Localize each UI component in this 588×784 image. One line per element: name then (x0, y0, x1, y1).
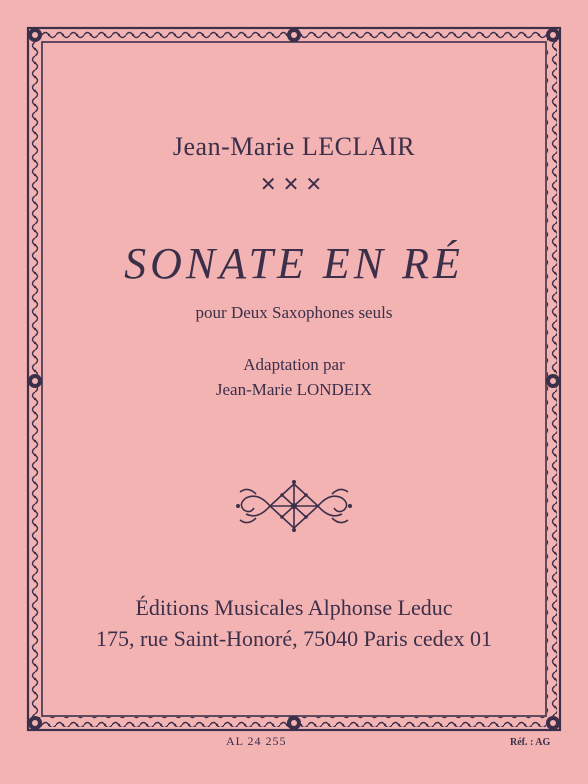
adaptation-label: Adaptation par (243, 355, 345, 374)
adapter-name: Jean-Marie LONDEIX (215, 380, 373, 399)
composer-name: Jean-Marie LECLAIR (172, 132, 416, 161)
publisher-address: 175, rue Saint-Honoré, 75040 Paris cedex 01 (96, 626, 492, 651)
reference-code: Réf. : AG (510, 737, 551, 748)
floral-ornament-icon (234, 478, 354, 534)
catalog-number: AL 24 255 (226, 734, 287, 748)
publisher-name: Éditions Musicales Alphonse Leduc (135, 595, 453, 620)
instrumentation: pour Deux Saxophones seuls (195, 303, 393, 322)
work-title: SONATE EN RÉ (124, 239, 464, 288)
star-divider: ✕✕✕ (259, 174, 329, 196)
